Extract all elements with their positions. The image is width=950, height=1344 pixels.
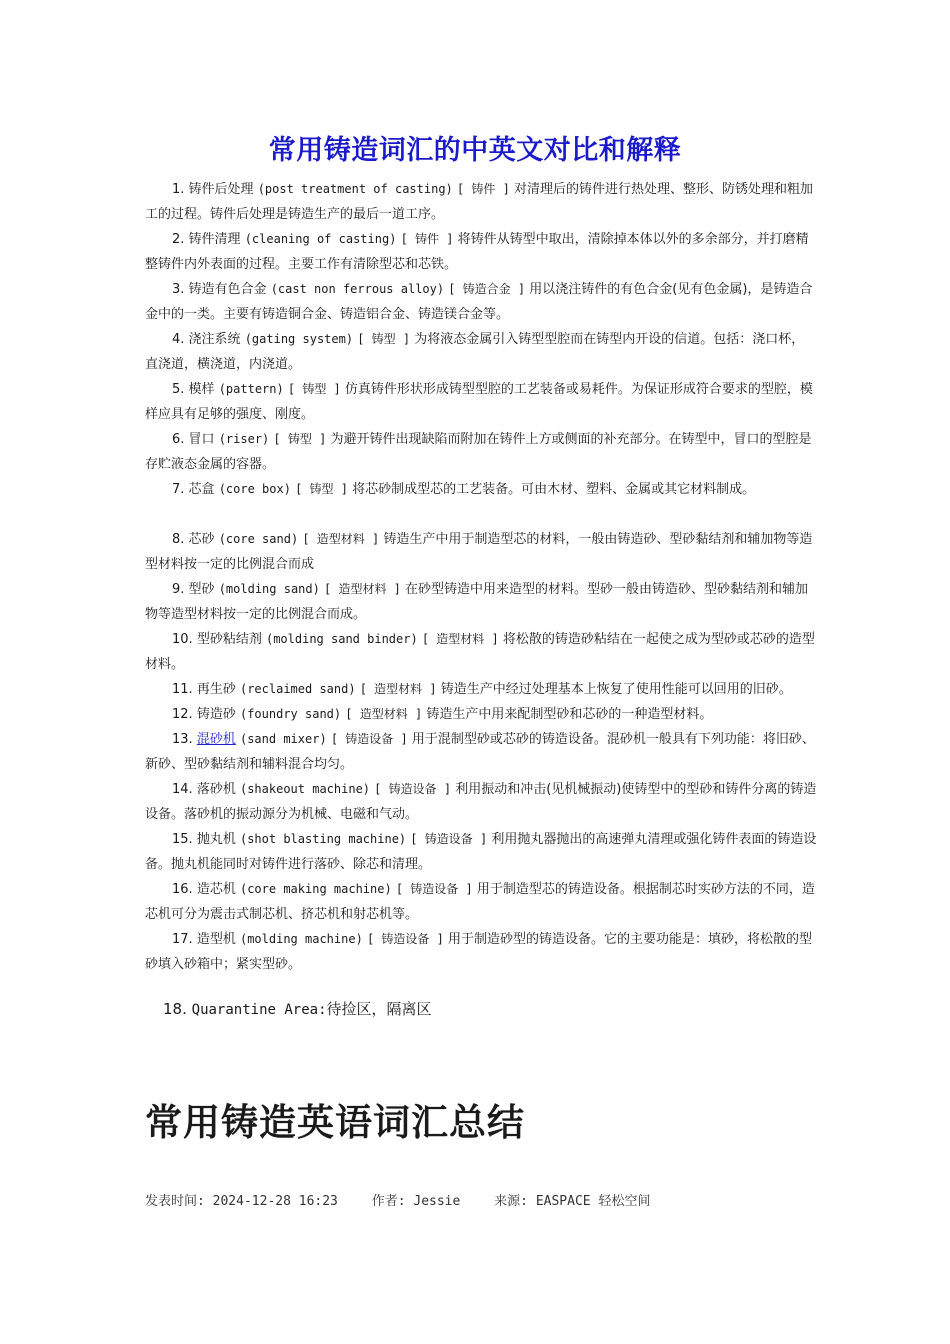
item-english-term: (core sand) <box>218 532 299 546</box>
item-english-term: (cleaning of casting) <box>244 232 397 246</box>
item-chinese-term: 铸造有色合金 <box>188 282 267 297</box>
item-number: 13. <box>172 732 193 747</box>
item-category: [ 铸造合金 ] <box>448 282 526 296</box>
item-english-term: (molding machine) <box>239 932 363 946</box>
item-chinese-term: 芯盒 <box>188 482 215 497</box>
glossary-item <box>145 702 817 727</box>
item-chinese-term: 浇注系统 <box>188 332 241 347</box>
item-english-term: (pattern) <box>218 382 284 396</box>
glossary-item <box>145 177 817 227</box>
item-number: 6. <box>172 432 185 447</box>
item-english-term: (core box) <box>218 482 291 496</box>
item-description: 利用振动和冲击(见机械振动)使铸型中的型砂和铸件分离的铸造设备。落砂机的振动源分为机械、电磁和气动。 <box>145 782 817 822</box>
item-chinese-term: 型砂粘结剂 <box>196 632 262 647</box>
item-english-term: (foundry sand) <box>239 707 342 721</box>
item-chinese-term: 造芯机 <box>196 882 236 897</box>
item-number: 1. <box>172 182 185 197</box>
item-english-term: (gating system) <box>244 332 354 346</box>
item-number: 17. <box>172 932 193 947</box>
glossary-item <box>145 327 817 377</box>
glossary-list <box>145 177 817 977</box>
item-category: [ 铸造设备 ] <box>410 832 488 846</box>
item-number: 7. <box>172 482 185 497</box>
item-description: 仿真铸件形状形成铸型型腔的工艺装备或易耗件。为保证形成符合要求的型腔，模样应具有足够的强度、刚度。 <box>145 382 813 422</box>
item-number: 10. <box>172 632 193 647</box>
item-description: 对清理后的铸件进行热处理、整形、防锈处理和粗加工的过程。铸件后处理是铸造生产的最后一道工序。 <box>145 182 813 222</box>
item-english-term: (riser) <box>218 432 270 446</box>
glossary-item <box>145 227 817 277</box>
author: 作者: Jessie <box>371 1194 461 1209</box>
item-description: 用以浇注铸件的有色合金(见有色金属)，是铸造合金中的一类。主要有铸造铜合金、铸造铝合金、铸造镁合金等。 <box>145 282 813 322</box>
item-chinese-term: 铸造砂 <box>196 707 236 722</box>
item-number: 16. <box>172 882 193 897</box>
item-english-term: (molding sand) <box>218 582 320 596</box>
item-description: 为避开铸件出现缺陷而附加在铸件上方或侧面的补充部分。在铸型中，冒口的型腔是存贮液态金属的容器。 <box>145 432 812 472</box>
item-category: [ 造型材料 ] <box>345 707 423 721</box>
item-number: 15. <box>172 832 193 847</box>
section-heading: 常用铸造英语词汇总结 <box>145 1101 525 1144</box>
item-number: 12. <box>172 707 193 722</box>
item-chinese-term: 模样 <box>188 382 215 397</box>
page-title: 常用铸造词汇的中英文对比和解释 <box>268 135 682 166</box>
item-english-term: (post treatment of casting) <box>257 182 453 196</box>
item-number: 9. <box>172 582 185 597</box>
item-category: [ 造型材料 ] <box>359 682 437 696</box>
item-english-term: (core making machine) <box>239 882 392 896</box>
item-english-term: Quarantine Area: <box>191 1002 327 1018</box>
item-english-term: (molding sand binder) <box>265 632 418 646</box>
item-number: 8. <box>172 532 185 547</box>
item-category: [ 造型材料 ] <box>421 632 499 646</box>
glossary-item <box>145 527 817 577</box>
glossary-item <box>145 827 817 877</box>
item-category: [ 铸型 ] <box>295 482 348 496</box>
glossary-item <box>145 927 817 977</box>
item-category: [ 铸型 ] <box>357 332 411 346</box>
item-category: [ 铸件 ] <box>456 182 510 196</box>
item-description: 用于制造砂型的铸造设备。它的主要功能是：填砂，将松散的型砂填入砂箱中；紧实型砂。 <box>145 932 813 972</box>
item-number: 4. <box>172 332 185 347</box>
source: 来源: EASPACE 轻松空间 <box>494 1194 651 1209</box>
item-number: 3. <box>172 282 185 297</box>
item-category: [ 铸型 ] <box>273 432 327 446</box>
item-number: 18. <box>163 1000 187 1018</box>
item-category: [ 铸造设备 ] <box>395 882 473 896</box>
article-meta <box>145 1190 676 1209</box>
item-description: 用于制造型芯的铸造设备。根据制芯时实砂方法的不同，造芯机可分为震击式制芯机、挤芯机和射芯机等。 <box>145 882 815 922</box>
sand-mixer-link[interactable]: 混砂机 <box>196 732 236 747</box>
item-chinese-term: 铸件后处理 <box>188 182 254 197</box>
item-category: [ 铸件 ] <box>400 232 454 246</box>
item-chinese-term: 落砂机 <box>196 782 236 797</box>
glossary-item <box>145 777 817 827</box>
item-number: 2. <box>172 232 185 247</box>
item-description: 铸造生产中经过处理基本上恢复了使用性能可以回用的旧砂。 <box>440 682 792 697</box>
glossary-item <box>145 727 817 777</box>
item-description: 在砂型铸造中用来造型的材料。型砂一般由铸造砂、型砂黏结剂和辅加物等造型材料按一定的比例混合而成。 <box>145 582 809 622</box>
item-description: 利用抛丸器抛出的高速弹丸清理或强化铸件表面的铸造设备。抛丸机能同时对铸件进行落砂、除芯和清理。 <box>145 832 817 872</box>
item-english-term: (shot blasting machine) <box>239 832 407 846</box>
item-english-term: (shakeout machine) <box>239 782 371 796</box>
item-description: 将铸件从铸型中取出，清除掉本体以外的多余部分，并打磨精整铸件内外表面的过程。主要工作有清除型芯和芯铁。 <box>145 232 809 272</box>
item-category: [ 铸造设备 ] <box>330 732 408 746</box>
publish-time: 发表时间: 2024-12-28 16:23 <box>145 1194 338 1209</box>
glossary-item <box>145 627 817 677</box>
item-chinese-term: 再生砂 <box>196 682 236 697</box>
item-chinese-term: 冒口 <box>188 432 215 447</box>
item-number: 14. <box>172 782 193 797</box>
glossary-item <box>145 377 817 427</box>
item-english-term: (cast non ferrous alloy) <box>270 282 445 296</box>
item-category: [ 铸造设备 ] <box>366 932 444 946</box>
item-category: [ 造型材料 ] <box>324 582 401 596</box>
item-chinese-term: 待捡区，隔离区 <box>326 1000 432 1018</box>
glossary-item <box>145 677 817 702</box>
item-english-term: (reclaimed sand) <box>239 682 356 696</box>
item-description: 铸造生产中用于制造型芯的材料，一般由铸造砂、型砂黏结剂和辅加物等造型材料按一定的比例混合而成 <box>145 532 813 572</box>
glossary-item <box>145 877 817 927</box>
item-category: [ 铸型 ] <box>287 382 341 396</box>
item-number: 11. <box>172 682 193 697</box>
item-chinese-term: 型砂 <box>188 582 215 597</box>
item-description: 为将液态金属引入铸型型腔而在铸型内开设的信道。包括：浇口杯，直浇道，横浇道，内浇道。 <box>145 332 805 372</box>
item-chinese-term: 铸件清理 <box>188 232 241 247</box>
item-chinese-term: 造型机 <box>196 932 236 947</box>
item-description: 将松散的铸造砂粘结在一起使之成为型砂或芯砂的造型材料。 <box>145 632 815 672</box>
glossary-item <box>145 427 817 477</box>
item-category: [ 铸造设备 ] <box>374 782 452 796</box>
item-chinese-term: 芯砂 <box>188 532 215 547</box>
item-number: 5. <box>172 382 185 397</box>
item-english-term: (sand mixer) <box>239 732 327 746</box>
item-chinese-term: 抛丸机 <box>196 832 236 847</box>
item-description: 将芯砂制成型芯的工艺装备。可由木材、塑料、金属或其它材料制成。 <box>352 482 756 497</box>
glossary-item <box>145 277 817 327</box>
glossary-item <box>145 577 817 627</box>
item-category: [ 造型材料 ] <box>302 532 380 546</box>
item-description: 铸造生产中用来配制型砂和芯砂的一种造型材料。 <box>426 707 713 722</box>
item-description: 用于混制型砂或芯砂的铸造设备。混砂机一般具有下列功能：将旧砂、新砂、型砂黏结剂和辅料混合均匀。 <box>145 732 815 772</box>
glossary-item <box>145 477 817 502</box>
glossary-item-18 <box>163 997 432 1023</box>
